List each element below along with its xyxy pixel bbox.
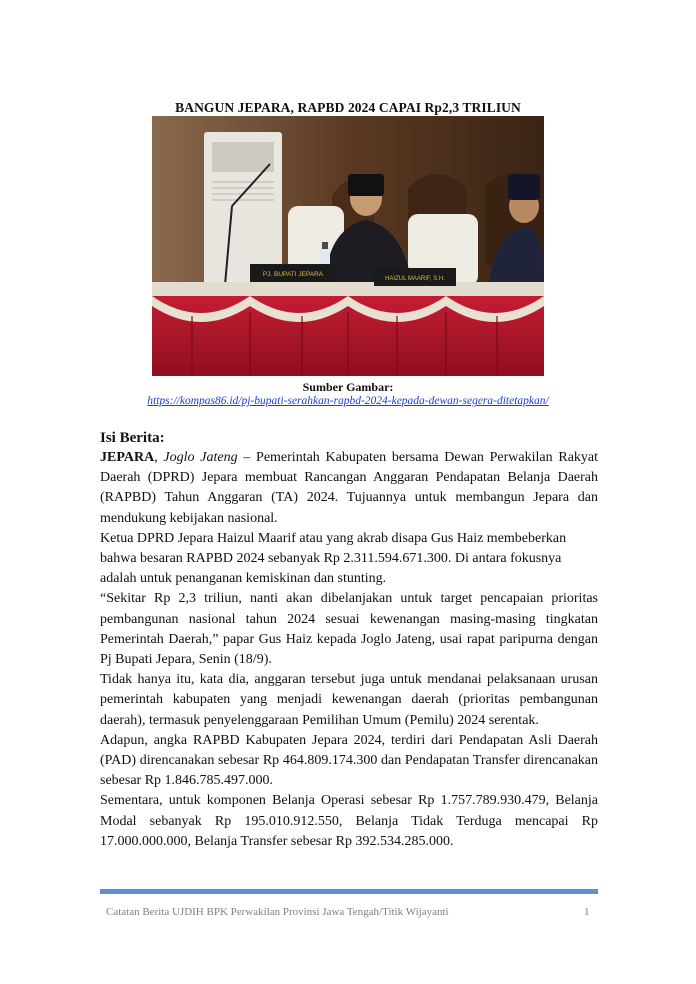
article-title: BANGUN JEPARA, RAPBD 2024 CAPAI Rp2,3 TRILIUN <box>175 100 521 115</box>
photo-illustration <box>152 116 544 376</box>
nameplate-left: PJ. BUPATI JEPARA <box>262 271 324 278</box>
news-photo <box>152 116 544 376</box>
paragraph-2: Ketua DPRD Jepara Haizul Maarif atau yang akrab disapa Gus Haiz membeberkan bahwa besaran RAPBD 2024 sebanyak Rp 2.311.594.671.300. Di antara fokusnya adalah untuk penanganan kemiskinan dan stunting. <box>100 530 567 587</box>
section-heading: Isi Berita: <box>100 430 165 446</box>
footer-text: Catatan Berita UJDIH BPK Perwakilan Provinsi Jawa Tengah/Titik Wijayanti <box>106 906 449 918</box>
paragraph-6: Sementara, untuk komponen Belanja Operasi sebesar Rp 1.757.789.930.479, Belanja Modal sebanyak Rp 195.010.912.550, Belanja Tidak Terduga mencapai Rp 17.000.000.000, Belanja Transfer sebesar Rp 392.534.285.000. <box>100 793 598 849</box>
paragraph-5: Adapun, angka RAPBD Kabupaten Jepara 2024, terdiri dari Pendapatan Asli Daerah (PAD) direncanakan sebesar Rp 464.809.174.300 dan Pendapatan Transfer direncanakan sebesar Rp 1.846.785.497.000. <box>100 732 598 789</box>
paragraph-1 <box>100 448 598 529</box>
footer-divider <box>100 889 598 894</box>
image-source-label: Sumber Gambar: <box>302 380 394 394</box>
dateline-source: Joglo Jateng <box>163 450 238 465</box>
nameplate-right: HAIZUL MAARIF, S.H. <box>385 276 445 282</box>
image-source-link[interactable]: https://kompas86.id/pj-bupati-serahkan-rapbd-2024-kepada-dewan-segera-ditetapkan/ <box>147 395 549 407</box>
dateline-separator: , <box>154 450 164 465</box>
article-body <box>100 448 598 852</box>
paragraph-3: “Sekitar Rp 2,3 triliun, nanti akan dibelanjakan untuk target pencapaian prioritas pembangunan nasional tahun 2024 sesuai kewenangan masing-masing tingkatan Pemerintah Daerah,” papar Gus Haiz kepada Joglo Jateng, usai rapat paripurna dengan Pj Bupati Jepara, Senin (18/9). <box>100 591 598 668</box>
dateline-location: JEPARA <box>100 450 155 465</box>
paragraph-4: Tidak hanya itu, kata dia, anggaran tersebut juga untuk mendanai pelaksanaan urusan pemerintah kabupaten yang menjadi kewenangan daerah (prioritas pembangunan daerah), termasuk penyelenggaraan Pemilihan Umum (Pemilu) 2024 serentak. <box>100 672 598 728</box>
page-number: 1 <box>584 906 590 918</box>
paragraph-1-text: – Pemerintah Kabupaten bersama Dewan Perwakilan Rakyat Daerah (DPRD) Jepara membuat Rancangan Anggaran Pendapatan Belanja Daerah (RAPBD) Tahun Anggaran (TA) 2024. Tujuannya untuk membangun Jepara dan mendukung kebijakan nasional. <box>100 450 599 526</box>
